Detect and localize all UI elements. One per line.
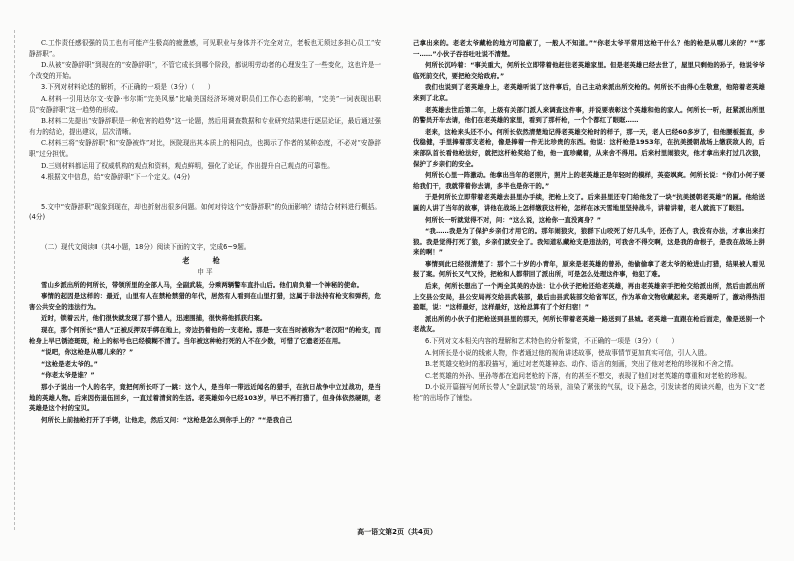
answer-space [29, 193, 381, 202]
q6-option-d: D.小说开篇描写何所长带人“全副武装”的场景，渲染了紧张的气氛，设下悬念，引发读者的阅读兴趣，也为下文“老枪”的出场作了铺垫。 [413, 383, 765, 402]
q6-option-a: A.何所长是小说的线索人物，作者通过他的视角讲述故事，使故事情节更加真实可信，引人入胜。 [425, 348, 711, 357]
q6-option-b: B.老英雄交枪时的那段描写，通过对老英雄神态、动作、语言的刻画，突出了他对老枪的珍视和不舍之情。 [425, 360, 738, 369]
story-title: 老 枪 [182, 255, 228, 265]
answer-space [29, 184, 381, 193]
binding-line [4, 30, 15, 530]
answer-space [29, 233, 381, 242]
story-paragraph: “说吧，你这枪是从哪儿来的？” [41, 348, 134, 357]
story-paragraph: 何所长心里一阵激动。他拿出当年的老照片，照片上的老英雄正是年轻时的模样，英姿飒爽。何所长说：“你们小何子要给我们干，我就带着你去请，多半也是你干的。” [413, 171, 765, 190]
story-paragraph: 己拿出来的。老老太爷藏枪的地方可隐蔽了，一般人不知道。”“你老太爷平常用这枪干什么？他的枪是从哪儿来的？”“那一……”小伙子吞吞吐吐说不清楚。 [413, 39, 765, 58]
story-paragraph: 雪山乡派出所的何所长，带领所里的全部人马，全副武装，分乘两辆警车直扑山后。他们肩负着一个神秘的使命。 [41, 280, 364, 289]
story-paragraph: 何所长沉吟着：“事关重大，何所长立即带着他赶往老英雄家里。但是老英雄已经去世了，屋里只剩他的孙子，他说爷爷临死前交代，要把枪交给政府。” [413, 61, 765, 80]
option-d: D.从被“安静辞职”到现在的“安静辞职”，不管它成长到哪个阶段，都说明劳动者的心理发生了一些变化，这也许是一个改变的开始。 [29, 61, 381, 80]
story-paragraph: “这枪是老太爷的。” [41, 359, 98, 368]
story-paragraph: 老来，这枪来头还不小。何所长依然清楚地记得老英雄交枪时的样子，那一天，老人已经60多岁了，但他腰板挺直，步伐稳健，手里捧着那支老枪，像是捧着一件无比珍贵的东西。他说：这杆枪是1953年，在抗美援朝战场上缴获敌人的，后来部队首长看他枪法好，就把这杆枪奖给了他，他一直珍藏着，从来舍不得用。后来村里闹狼灾，他才拿出来打过几次狼，保护了乡亲们的安全。 [413, 127, 765, 168]
q6-option-c: C.老英雄的外孙、里孙等都在追问老枪的下落，有的甚至不想交，表现了他们对老英雄的尊重和对老枪的珍视。 [425, 371, 751, 380]
story-paragraph: 派出所的小伙子们把枪送到县里的那天，何所长带着老英雄一路送到了县城。老英雄一直跟在枪后面走，像是送别一个老战友。 [413, 314, 765, 334]
story-paragraph: 我们也说到了老英雄身上，老英雄听说了这件事后，自己主动来派出所交枪的。何所长不由得心生敬意，他陪着老英雄来到了北京。 [413, 83, 765, 102]
section-heading: （二）现代文阅读Ⅱ（共4小题，18分）阅读下面的文字，完成6~9题。 [41, 242, 251, 251]
story-text-right [413, 38, 765, 335]
right-column [413, 38, 765, 405]
story-paragraph: 那小子说出一个人的名字，竟把何所长吓了一跳：这个人，是当年一带远近闻名的猎手，在抗日战争中立过战功，是当地的英雄人物。后来因伤退伍回乡，一直过着清贫的生活。老英雄如今已经103岁，早已不再打猎了，但身体依然硬朗，老英雄是这个村的宝贝。 [29, 383, 381, 413]
story-paragraph: 事情的起因是这样的：最近，山里有人在禁枪禁猎的年代，居然有人看到在山里打猎，这属于非法持有枪支和弹药，危害公共安全的违法行为。 [29, 292, 381, 311]
page-footer: 高一语文第2页（共4页） [357, 528, 437, 536]
story-paragraph: “我……我是为了保护乡亲们才用它的。那年闹狼灾，狼群下山咬死了好几头牛，还伤了人，我没有办法，才拿出来打狼。我是觉得打死了狼，乡亲们就安全了。我知道私藏枪支是违法的，可我舍不得交啊，这是我的命根子，是我在战场上拼来的啊！” [413, 227, 765, 257]
q3-option-c: C.材料三将“安静辞职”和“安静被炸”对比，医院现出其本质上的相同点，也揭示了作者的某种态度，不必对“安静辞职”过分担忧。 [29, 139, 381, 158]
story-author: 申 平 [197, 268, 213, 277]
story-paragraph: 何所长上前抽枪打开了手铐，让他走，然后又问：“这枪是怎么到你手上的？”“是我自己 [41, 415, 293, 424]
question-4: 4.根据文中信息，给“安静辞职”下一个定义。(4分) [41, 173, 191, 182]
question-3: 3.下列对材料论述的解析，不正确的一项是（3分）（ ） [41, 83, 215, 92]
question-6: 6.下列对文本相关内容的理解和艺术特色的分析鉴赏，不正确的一项是（3分）（ ） [425, 337, 679, 346]
q3-option-a: A.材料一引用达尔文·安静·韦尔斯“完美风暴”比喻美国经济环境对职员们工作心态的影响，“完美”一词表现出职员“安静辞职”这一趋势的形成。 [29, 94, 381, 114]
story-text-left [29, 280, 381, 426]
story-paragraph: 老英雄去世后第二年，上级有关部门派人来调查这件事，并说要表彰这个英雄和他的家人。何所长一听，赶紧派出所里的警员开车去请，他们在老英雄的家里，看到了那杆枪，一个个都红了眼眶…… [413, 105, 765, 125]
story-paragraph: 于是何所长立即带着老英雄去县里办手续，把枪上交了。后来县里还专门给他发了一块“抗美援朝老英雄”的匾。他给送匾的人讲了当年的故事，讲他在战场上怎样缴获这杆枪，怎样在冰天雪地里坚持战斗，讲着讲着，老人就流下了眼泪。 [413, 193, 765, 212]
story-paragraph: 现在，那个何所长“猎人”正被反押双手绑在地上，旁边扔着他的一支老枪。那是一支在当时被称为“老汉阳”的枪支，而枪身上早已锈迹斑斑，枪上的标号也已经模糊不清了。当年被这种枪打死的人不在少数，可惜了它遗老还在用。 [29, 326, 381, 345]
story-paragraph: 后来，何所长想出了一个两全其美的办法：让小伙子把枪还给老英雄，再由老英雄亲手把枪交给派出所，然后由派出所上交县公安局，县公安局再交给县武装部，最后由县武装部交给省军区，作为革命文物收藏起来。老英雄听了，激动得热泪盈眶，说：“这样最好，这样最好，这枪总算有了个好归宿！” [413, 282, 765, 312]
q3-option-d: D.三则材料都运用了权威机构的观点和资料，观点鲜明，强化了论证，作出提升自己观点的可靠性。 [41, 161, 334, 170]
q3-option-b: B.材料二先提出“安静辞职是一种危害的趋势”这一论题，然后用调查数据和专业研究结果进行逐层论证，最后通过强有力的结论，提出建议，层次清晰。 [29, 117, 381, 136]
answer-space [29, 224, 381, 233]
story-paragraph: 何所长一听就觉得不对，问：“这么说，这枪你一直没离身？” [425, 215, 601, 224]
left-column [29, 38, 381, 426]
option-c: C.工作责任感很强的员工也有可能产生极高的疲惫感，可见职业与身体并不完全对立，老板也无须过多担心员工“安静辞职”。 [29, 39, 381, 58]
question-5: 5.文中“安静辞职”现象到现在，却也折射出很多问题。如何对待这个“安静辞职”的负面影响？请结合材料进行概括。(4分) [29, 202, 381, 222]
story-paragraph: 事情到此已经很清楚了：那个二十岁的小青年，原来是老英雄的曾孙，他偷偷拿了老太爷的枪进山打猎，结果被人看见报了案。何所长又气又怜，把枪和人都带回了派出所，可是怎么处理这件事，他犯了难。 [413, 259, 765, 279]
story-paragraph: 近时，锁着云片，他们很快就发现了那个猎人，迅速围捕，很快将他抓获归案。 [41, 314, 267, 323]
story-paragraph: “你老太爷是谁？” [41, 371, 95, 380]
